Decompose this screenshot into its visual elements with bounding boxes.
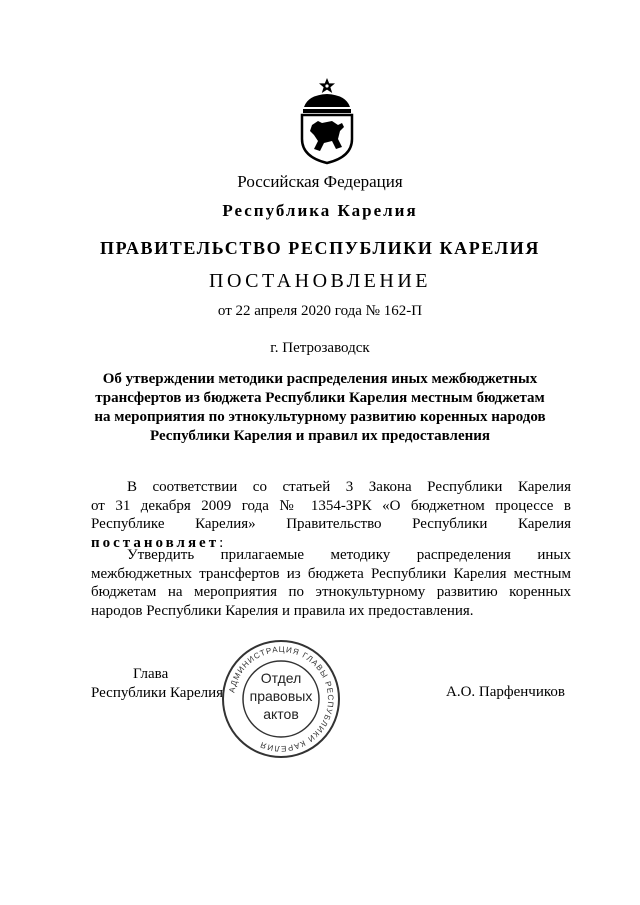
- city-name: г. Петрозаводск: [270, 340, 370, 356]
- title-line: на мероприятия по этнокультурному развитию коренных народов: [94, 409, 546, 425]
- title-line: Республики Карелия и правил их предоставления: [149, 428, 491, 444]
- document-title: [0, 370, 640, 446]
- document-type: ПОСТАНОВЛЕНИЕ: [209, 270, 431, 292]
- paragraph-line: народов Республики Карелия и правила их предоставления.: [91, 602, 474, 619]
- title-line: Об утверждении методики распределения иных межбюджетных: [102, 371, 538, 387]
- karelia-coat-of-arms-icon: [298, 77, 356, 165]
- decree-word: постановляет: [91, 534, 220, 551]
- government-name: ПРАВИТЕЛЬСТВО РЕСПУБЛИКИ КАРЕЛИЯ: [100, 238, 540, 258]
- position-region: Республики Карелия: [91, 685, 224, 701]
- decree-date-number: от 22 апреля 2020 года № 162-П: [217, 303, 423, 319]
- stamp-line: актов: [263, 706, 299, 722]
- stamp-ring-text: АДМИНИСТРАЦИЯ ГЛАВЫ РЕСПУБЛИКИ КАРЕЛИЯ: [227, 644, 336, 754]
- country-name: Российская Федерация: [237, 172, 403, 191]
- position-title: Глава: [133, 666, 169, 682]
- paragraph-line: от 31 декабря 2009 года № 1354-ЗРК «О бюджетном процессе в: [91, 497, 571, 514]
- paragraph-line: Утвердить прилагаемые методику распределения иных: [127, 547, 571, 563]
- title-line: трансфертов из бюджета Республики Карелия местным бюджетам: [95, 390, 545, 406]
- stamp-line: правовых: [249, 688, 313, 704]
- paragraph-preamble: [91, 478, 571, 552]
- decree-colon: :: [219, 534, 224, 551]
- paragraph-line: Республике Карелия» Правительство Республики Карелия: [91, 516, 571, 532]
- republic-name: Республика Карелия: [222, 201, 418, 220]
- paragraph-resolution: [91, 546, 571, 620]
- paragraph-line: бюджетам на мероприятия по этнокультурному развитию коренных: [91, 584, 571, 600]
- legal-department-stamp: [219, 637, 343, 761]
- paragraph-line: межбюджетных трансфертов из бюджета Республики Карелия местным: [91, 565, 571, 582]
- signatory-name: А.О. Парфенчиков: [446, 684, 565, 700]
- paragraph-line: В соответствии со статьей 3 Закона Республики Карелия: [127, 479, 571, 495]
- stamp-line: Отдел: [260, 670, 302, 686]
